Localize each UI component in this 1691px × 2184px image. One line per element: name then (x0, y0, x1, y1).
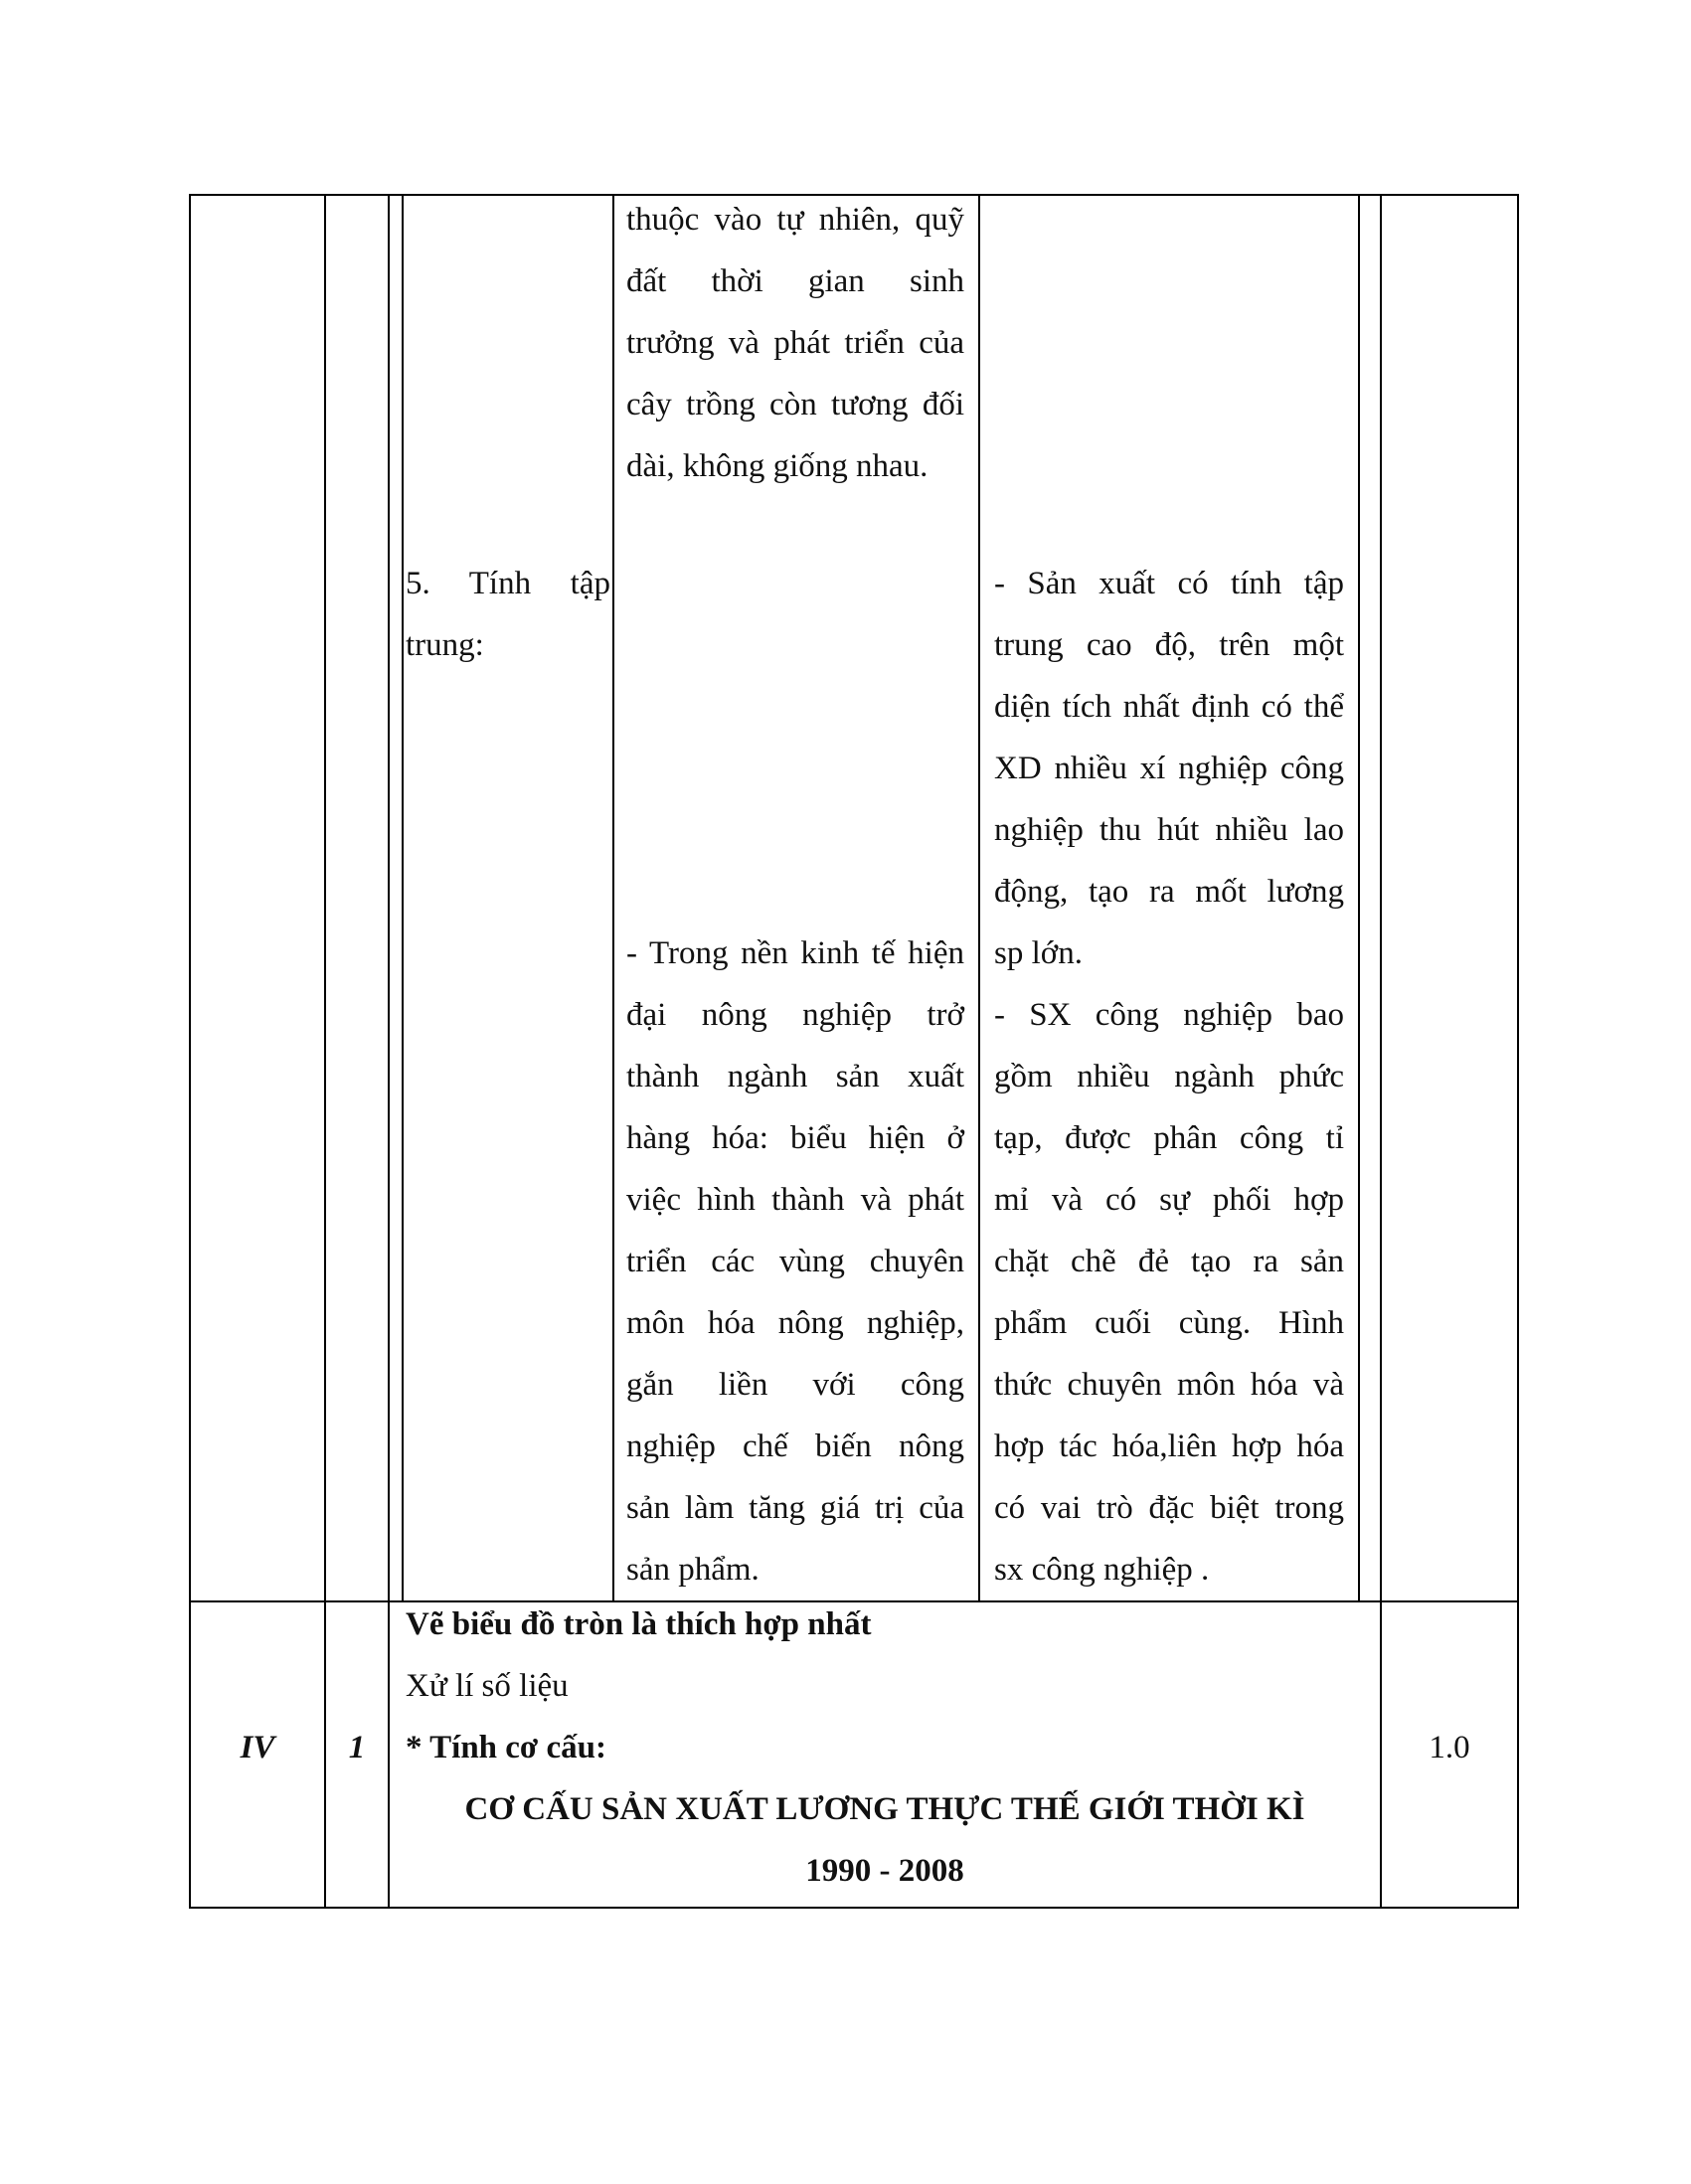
text-line: triển các vùng chuyên (626, 1244, 964, 1279)
text-line: - SX công nghiệp bao (994, 997, 1344, 1033)
text-line: thuộc vào tự nhiên, quỹ (626, 202, 964, 238)
text-line: diện tích nhất định có thể (994, 689, 1344, 725)
text-line: dài, không giống nhau. (626, 448, 929, 484)
text-line: đại nông nghiệp trở (626, 997, 964, 1033)
table-title-line-2: 1990 - 2008 (805, 1853, 964, 1889)
text-line: XD nhiều xí nghiệp công (994, 751, 1344, 786)
industry-paragraph-1 (994, 553, 1344, 984)
industry-paragraph-2 (994, 984, 1344, 1600)
text-line: thành ngành sản xuất (626, 1059, 964, 1094)
table-title-line-1: CƠ CẤU SẢN XUẤT LƯƠNG THỰC THẾ GIỚI THỜI KÌ (464, 1791, 1305, 1827)
table-left-border (189, 194, 191, 1909)
calc-label: * Tính cơ cấu: (406, 1730, 606, 1765)
agriculture-paragraph-2 (626, 923, 964, 1600)
text-line: trưởng và phát triển của (626, 325, 964, 361)
text-line: việc hình thành và phát (626, 1182, 964, 1218)
text-line: có vai trò đặc biệt trong (994, 1490, 1344, 1526)
inner-table-left-border (402, 194, 404, 1600)
text-line: nghiệp thu hút nhiều lao (994, 812, 1344, 848)
question-number: 1 (348, 1730, 366, 1765)
inner-column-divider-2 (978, 194, 980, 1600)
text-line: gắn liền với công (626, 1367, 964, 1403)
text-line: sp lớn. (994, 935, 1083, 971)
text-line: nghiệp chế biến nông (626, 1428, 964, 1464)
text-line: - Trong nền kinh tế hiện (626, 935, 964, 971)
text-line: mỉ và có sự phối hợp (994, 1182, 1344, 1218)
inner-column-divider-1 (612, 194, 614, 1600)
column-divider-3 (1380, 194, 1382, 1909)
text-line: trung cao độ, trên một (994, 627, 1344, 663)
text-line: thức chuyên môn hóa và (994, 1367, 1344, 1403)
inner-table-right-border (1358, 194, 1360, 1600)
text-line: cây trồng còn tương đối (626, 387, 964, 422)
text-line: sx công nghiệp . (994, 1552, 1210, 1588)
section-subheading: Xử lí số liệu (406, 1668, 569, 1704)
section-heading: Vẽ biểu đồ tròn là thích hợp nhất (406, 1606, 872, 1642)
table-right-border (1517, 194, 1519, 1909)
score-value: 1.0 (1429, 1730, 1470, 1765)
criterion-line-2: trung: (406, 627, 484, 663)
text-line: gồm nhiều ngành phức (994, 1059, 1344, 1094)
text-line: sản làm tăng giá trị của (626, 1490, 964, 1526)
text-line: tạp, được phân công tỉ (994, 1120, 1344, 1156)
section-roman-numeral: IV (240, 1730, 275, 1765)
text-line: chặt chẽ đẻ tạo ra sản (994, 1244, 1344, 1279)
criterion-line-1: 5. Tính tập (406, 566, 610, 601)
text-line: - Sản xuất có tính tập (994, 566, 1344, 601)
criterion-cell (406, 553, 610, 676)
text-line: phẩm cuối cùng. Hình (994, 1305, 1344, 1341)
column-divider-2 (388, 194, 390, 1909)
text-line: hợp tác hóa,liên hợp hóa (994, 1428, 1344, 1464)
text-line: sản phẩm. (626, 1552, 760, 1588)
text-line: động, tạo ra mốt lương (994, 874, 1344, 910)
text-line: hàng hóa: biểu hiện ở (626, 1120, 964, 1156)
agriculture-paragraph-1 (626, 189, 964, 497)
text-line: đất thời gian sinh (626, 263, 964, 299)
text-line: môn hóa nông nghiệp, (626, 1305, 964, 1341)
column-divider-1 (324, 194, 326, 1909)
